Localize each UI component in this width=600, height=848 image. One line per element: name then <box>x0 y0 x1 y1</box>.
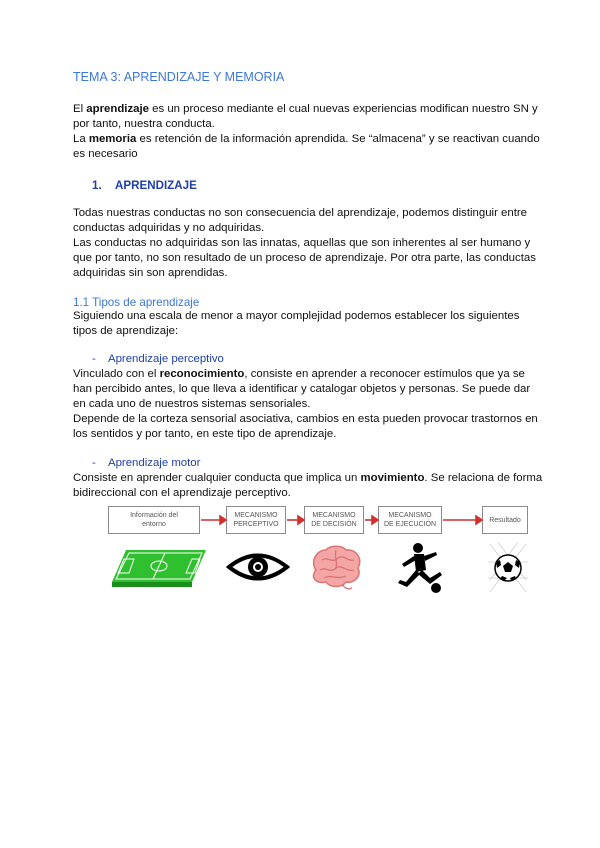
intro-aprendizaje: El aprendizaje es un proceso mediante el cual nuevas experiencias modifican nuestro SN y por tanto, nuestra conducta. <box>73 103 538 130</box>
subsection-intro: Siguiendo una escala de menor a mayor complejidad podemos establecer los siguientes tipos de aprendizaje: <box>73 310 520 337</box>
brain-icon <box>308 544 364 592</box>
flow-step-perceptivo: MECANISMO PERCEPTIVO <box>226 506 286 534</box>
flow-step-ejecucion: MECANISMO DE EJECUCIÓN <box>378 506 442 534</box>
bullet-dash: - <box>92 457 96 469</box>
intro-memoria: La memoria es retención de la información aprendida. Se “almacena” y se reactivan cuando es necesario <box>73 133 540 160</box>
soccer-ball-goal-icon <box>488 542 528 594</box>
flow-step-resultado: Resultado <box>482 506 528 534</box>
flow-icons <box>108 542 528 594</box>
eye-icon <box>226 550 290 584</box>
flow-arrows <box>108 506 528 536</box>
section-heading: 1. APRENDIZAJE <box>92 179 197 192</box>
soccer-player-icon <box>396 542 444 594</box>
subsection-heading: 1.1 Tipos de aprendizaje <box>73 296 200 309</box>
flow-diagram <box>108 506 528 536</box>
item-title-perceptivo: Aprendizaje perceptivo <box>108 353 224 365</box>
page-title: TEMA 3: APRENDIZAJE Y MEMORIA <box>73 70 285 84</box>
item-body-perceptivo: Vinculado con el reconocimiento, consiste en aprender a reconocer estímulos que ya se han percibido antes, lo que lleva a identificar y catalogar objetos y personas. Se puede dar en cada uno de nuestros sistemas sensoriales. <box>73 368 531 410</box>
bullet-dash: - <box>92 353 96 365</box>
item-body-motor: Consiste en aprender cualquier conducta que implica un movimiento. Se relaciona de forma bidireccional con el aprendizaje perceptivo. <box>73 472 543 499</box>
flow-step-entorno: Información del entorno <box>108 506 200 534</box>
item-body-perceptivo-2: Depende de la corteza sensorial asociativa, cambios en esta pueden provocar trastornos en los sentidos y por tanto, en este tipo de aprendizaje. <box>73 413 538 440</box>
item-title-motor: Aprendizaje motor <box>108 457 201 469</box>
section-paragraph-1: Todas nuestras conductas no son consecuencia del aprendizaje, podemos distinguir entre conductas adquiridas y no adquiridas. <box>73 207 528 234</box>
section-paragraph-2: Las conductas no adquiridas son las innatas, aquellas que son inherentes al ser humano y que por tanto, no son resultado de un proceso de aprendizaje. Por otra parte, las conductas adquiridas sin son aprendidas. <box>73 237 536 279</box>
flow-step-decision: MECANISMO DE DECISIÓN <box>304 506 364 534</box>
soccer-field-icon <box>112 548 206 588</box>
